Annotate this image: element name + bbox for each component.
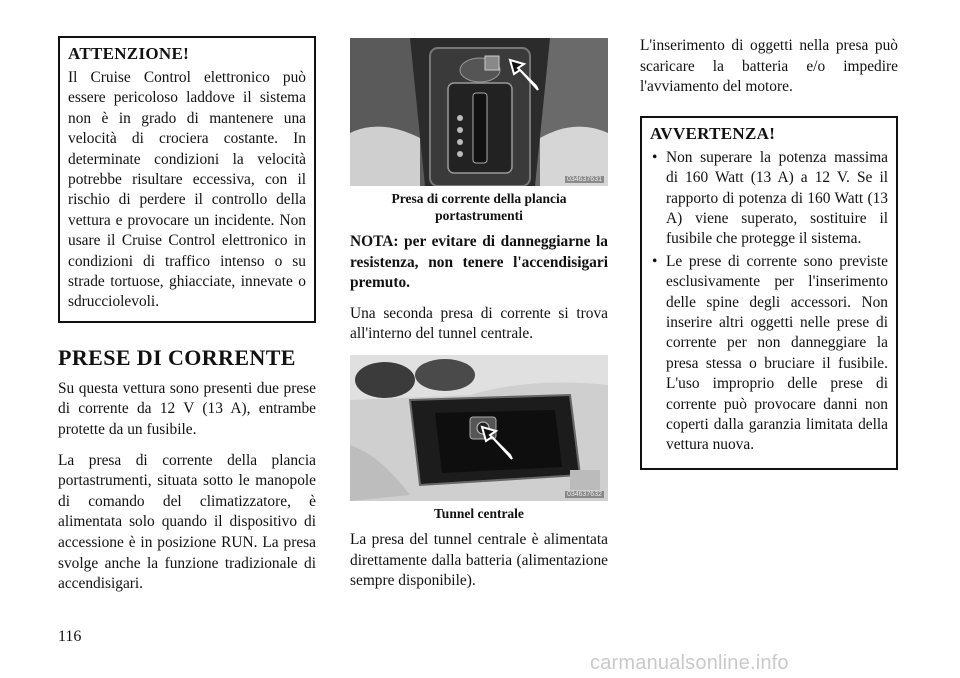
section-heading: PRESE DI CORRENTE: [58, 344, 296, 370]
warning-box-avvertenza: [640, 116, 898, 470]
bullet-icon: •: [652, 148, 658, 166]
paragraph: L'inserimento di oggetti nella presa può scaricare la batteria e/o impedire l'avviamento del motore.: [640, 37, 898, 96]
page-number: 116: [58, 628, 82, 645]
warning-title: ATTENZIONE!: [68, 44, 190, 63]
note-text: NOTA: per evitare di danneggiarne la resistenza, non tenere l'accendisigari premuto.: [350, 233, 608, 292]
warning-item: [650, 148, 888, 250]
paragraph: Una seconda presa di corrente si trova all'interno del tunnel centrale.: [350, 304, 608, 343]
paragraph: La presa del tunnel centrale è alimentata direttamente dalla batteria (alimentazione sempre disponibile).: [350, 530, 608, 590]
center-console-photo: [350, 355, 608, 501]
paragraph: Su questa vettura sono presenti due prese di corrente da 12 V (13 A), entrambe protette da un fusibile.: [58, 379, 316, 439]
warning-item-text: Le prese di corrente sono previste esclusivamente per l'inserimento delle spine degli accessori. Non inserire altri oggetti nelle prese di corrente per non danneggiare la presa stessa o bruciare il fusibile. L'uso improprio delle prese di corrente può provocare danni non coperti dalla garanzia limitata della vettura nuova.: [666, 252, 888, 454]
warning-title: AVVERTENZA!: [650, 123, 776, 143]
figure-code: 034637631: [566, 176, 602, 183]
figure-caption: Presa di corrente della plancia portastrumenti: [391, 191, 567, 223]
paragraph: La presa di corrente della plancia portastrumenti, situata sotto le manopole di comando del climatizzatore, è alimentata solo quando il dispositivo di accessione è in posizione RUN. La presa svolge anche la funzione tradizionale di accendisigari.: [58, 451, 316, 593]
figure-center-console: [350, 355, 608, 501]
figure-dashboard-power-outlet: [350, 38, 608, 186]
figure-code: 034637632: [566, 490, 602, 498]
warning-item-text: Non superare la potenza massima di 160 Watt (13 A) a 12 V. Se il rapporto di potenza di 160 Watt (13 A) viene superato, sostituire il fusibile che protegge il sistema.: [666, 148, 888, 248]
figure-caption: Tunnel centrale: [434, 505, 524, 521]
right-column: [640, 36, 898, 470]
warning-box-attenzione: [58, 36, 316, 323]
bullet-icon: •: [652, 252, 658, 270]
left-column: [58, 36, 316, 605]
warning-list: [650, 148, 888, 456]
dashboard-outlet-photo: [350, 38, 608, 186]
middle-column: [350, 36, 608, 602]
warning-item: [650, 252, 888, 456]
warning-text: Il Cruise Control elettronico può essere pericoloso laddove il sistema non è in grado di mantenere una velocità di crociera costante. In determinate condizioni la velocità potrebbe risultare eccessiva, con il rischio di perdere il controllo della vettura e provocare un incidente. Non usare il Cruise Control elettronico in condizioni di traffico intenso o su strade tortuose, ghiacciate, innevate o sdrucciolevoli.: [68, 69, 306, 311]
watermark: carmanualsonline.info: [590, 652, 789, 674]
